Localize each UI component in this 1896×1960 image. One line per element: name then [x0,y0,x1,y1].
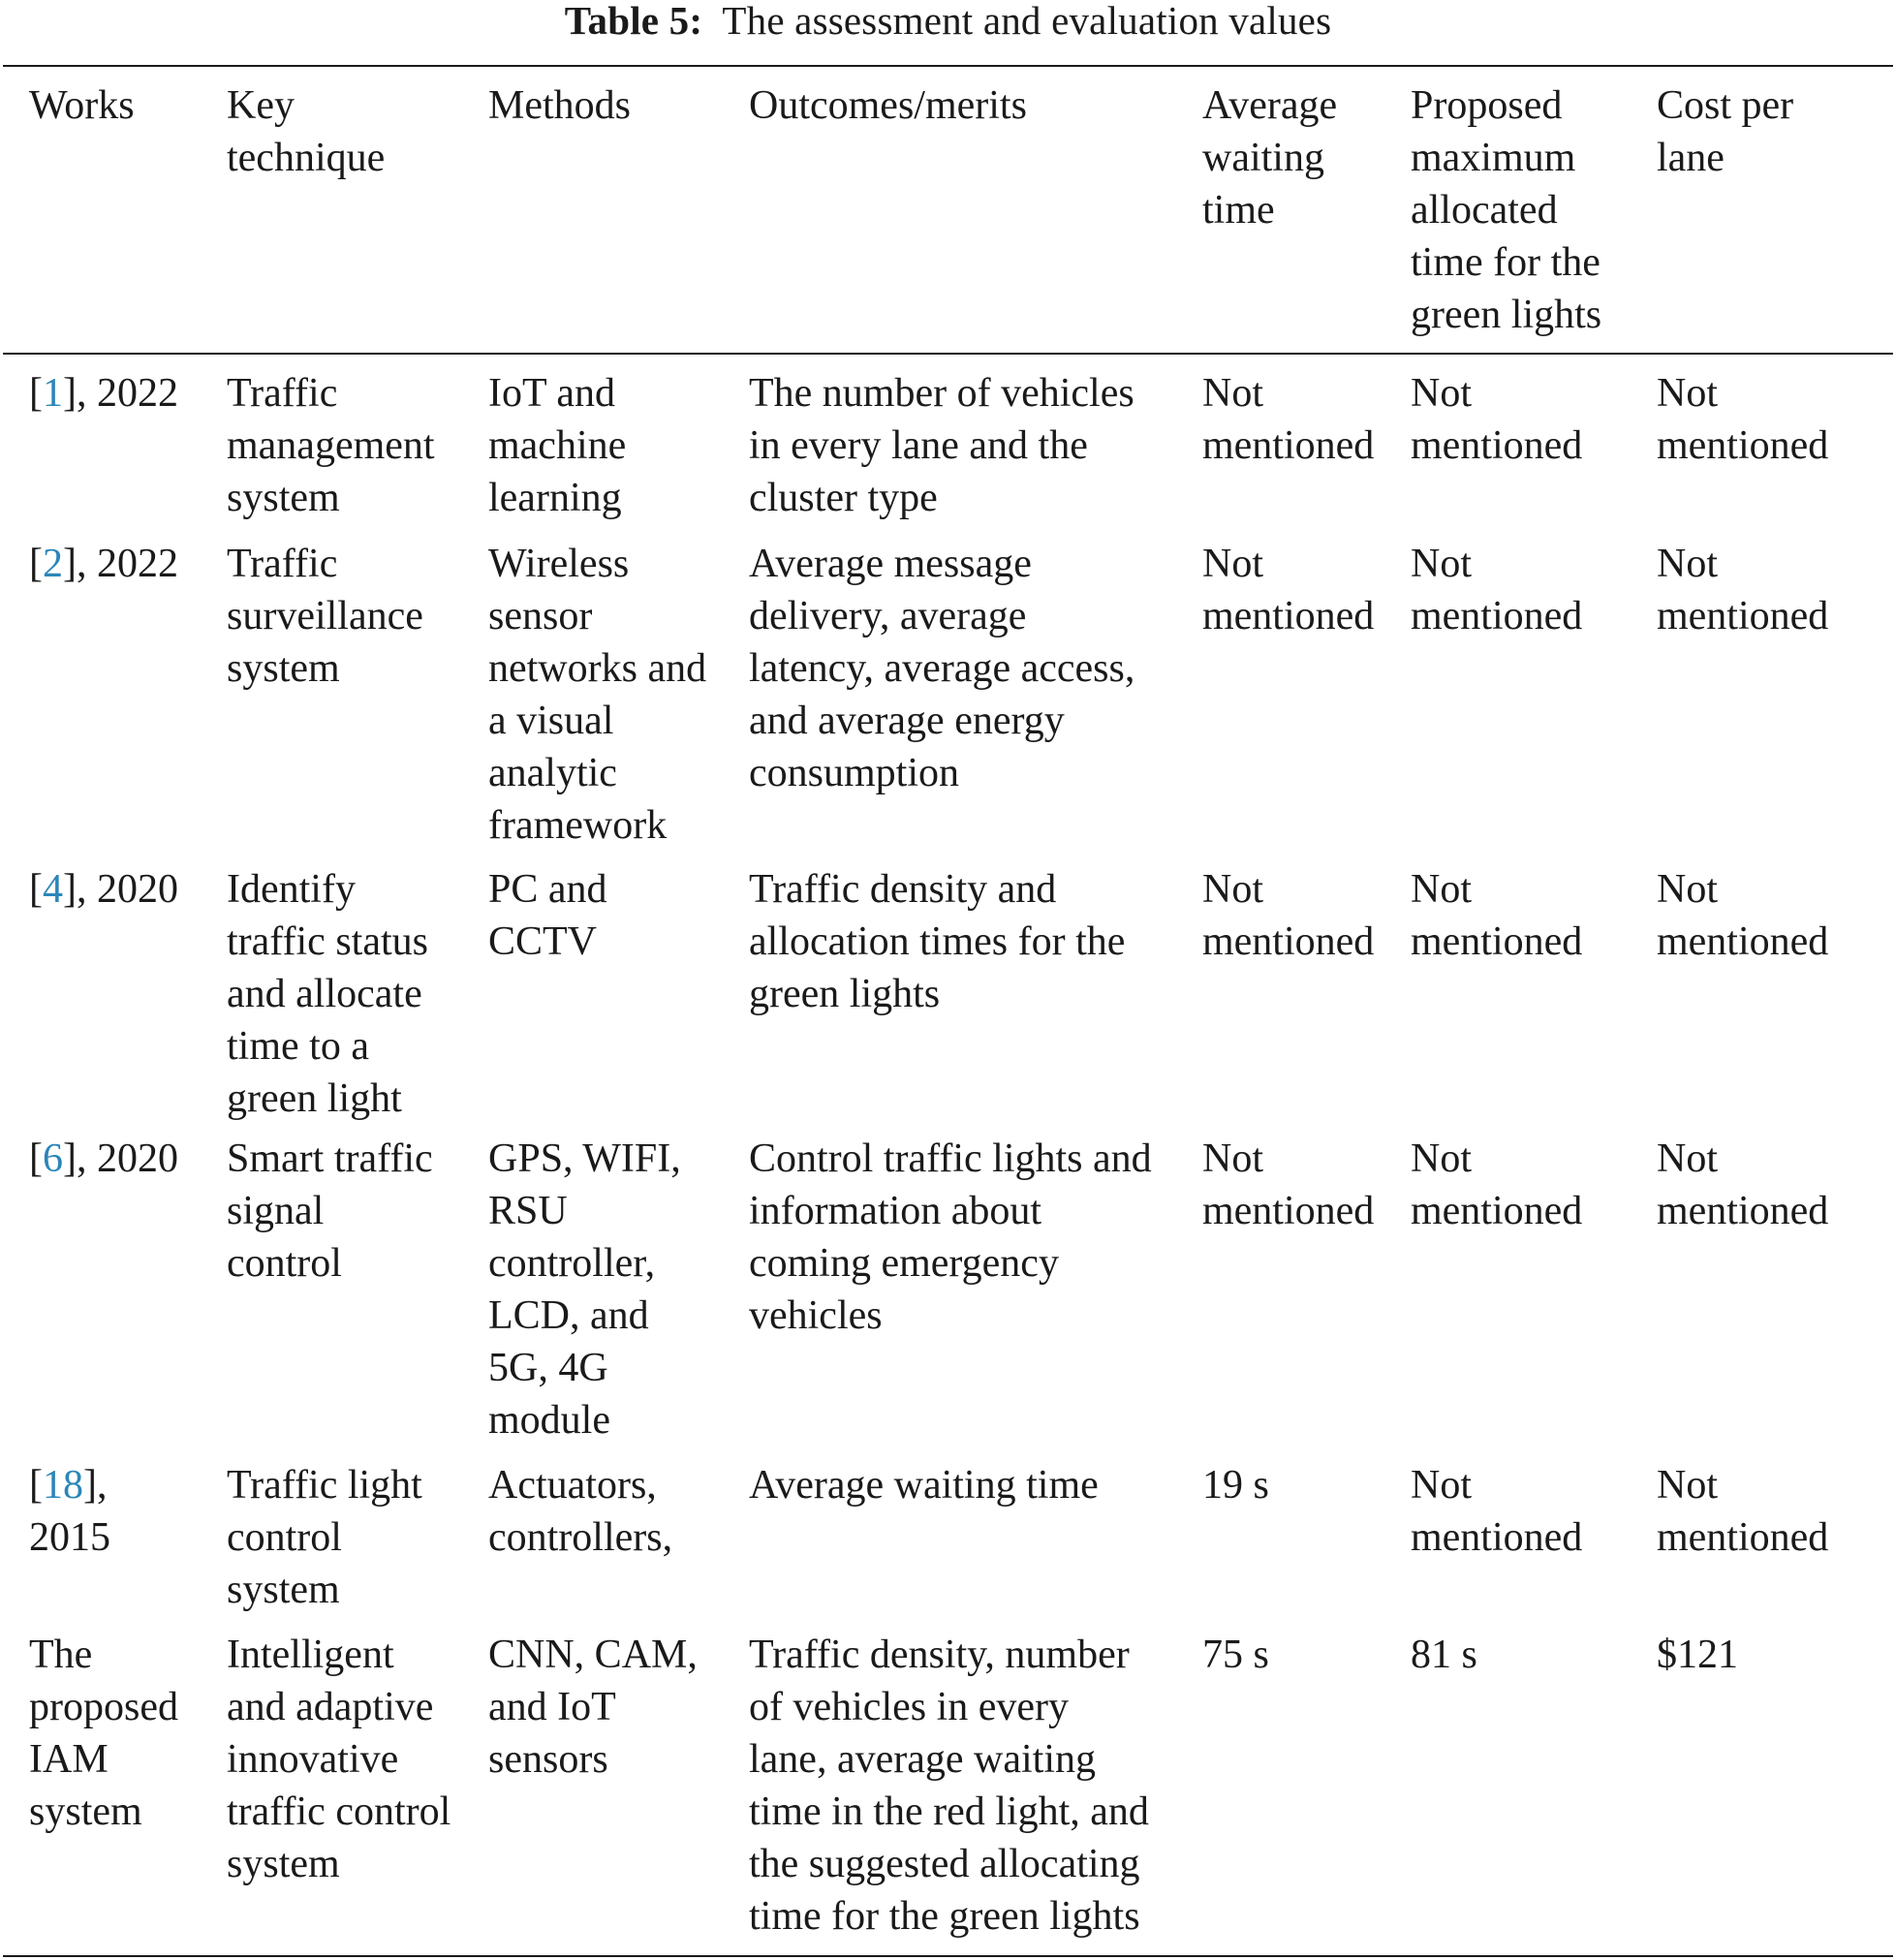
cell-line: lane, average waiting [749,1737,1096,1782]
table-row-4-proposed [1411,1133,1582,1237]
header-line: Average [1202,83,1338,128]
table-row-5-cost [1657,1459,1828,1564]
header-line: Key [227,83,295,128]
table-row-6-methods [488,1629,698,1786]
cell-line: mentioned [1657,423,1829,468]
cell-line: Not [1411,542,1472,586]
cell-line: The number of vehicles [749,371,1134,416]
table-row-6-outcomes [749,1629,1149,1943]
header-line: Methods [488,83,631,128]
table-row-1-proposed [1411,367,1582,472]
header-line: waiting [1202,136,1324,180]
table-row-6-avg-wait [1202,1629,1269,1681]
cell-line: machine [488,423,627,468]
cell-line: delivery, average [749,594,1027,638]
cell-line: Intelligent [227,1633,394,1677]
table-row-5-avg-wait [1202,1459,1269,1511]
table-row-1-methods [488,367,626,524]
table-row-2-works [29,538,178,590]
cell-line: 75 s [1202,1633,1269,1677]
cell-line: mentioned [1657,1189,1829,1233]
cell-line: 19 s [1202,1463,1269,1508]
cell-line: Not [1202,867,1263,912]
table-row-4-methods [488,1133,681,1447]
cell-line: signal [227,1189,325,1233]
table-row-3-methods [488,863,607,968]
table-row-4-key [227,1133,433,1290]
cell-line: system [227,646,340,691]
cell-line: coming emergency [749,1241,1059,1286]
table-caption [0,0,1896,41]
cell-line: CNN, CAM, [488,1633,698,1677]
cell-line: consumption [749,751,959,795]
cell-line: traffic control [227,1789,451,1834]
cell-line: system [29,1789,142,1834]
cell-line: IoT and [488,371,616,416]
cell-line: Not [1657,867,1718,912]
cell-line: a visual [488,699,614,743]
header-line: technique [227,136,386,180]
cell-line: Not [1411,867,1472,912]
cell-line: mentioned [1202,423,1375,468]
header-line: Cost per [1657,83,1794,128]
header-key-technique [227,79,385,184]
cell-line: Control traffic lights and [749,1136,1152,1181]
cell-line: surveillance [227,594,423,638]
cell-line: vehicles [749,1293,883,1338]
cell-line: time to a [227,1024,369,1069]
cell-line: mentioned [1411,423,1583,468]
cell-line: Identify [227,867,356,912]
cell-line: sensors [488,1737,608,1782]
header-rule [3,353,1893,355]
cell-line: 2015 [29,1515,110,1560]
cell-line: Not [1411,371,1472,416]
year-text: , [97,1463,108,1508]
cell-line: framework [488,803,668,848]
cell-line: Not [1657,542,1718,586]
cell-line: and allocate [227,972,422,1016]
reference-link[interactable]: 2 [43,542,63,586]
cell-line: Smart traffic [227,1136,433,1181]
cell-line: latency, average access, [749,646,1135,691]
table-row-2-methods [488,538,706,852]
cell-line: system [227,1842,340,1886]
table-row-6-cost [1657,1629,1738,1681]
table-row-4-outcomes [749,1133,1152,1342]
cell-line: mentioned [1202,594,1375,638]
table-row-3-key [227,863,428,1125]
cell-line: Traffic light [227,1463,422,1508]
cell-line: analytic [488,751,617,795]
table-row-5-proposed [1411,1459,1582,1564]
cell-line: and IoT [488,1685,616,1729]
cell-line: mentioned [1657,1515,1829,1560]
header-line: maximum [1411,136,1576,180]
cell-line: Not [1657,1463,1718,1508]
header-line: green lights [1411,293,1602,337]
cell-line: management [227,423,435,468]
table-row-5-works [29,1459,110,1564]
cell-line: mentioned [1411,1515,1583,1560]
header-line: time [1202,188,1275,233]
header-line: time for the [1411,240,1601,285]
cell-line: networks and [488,646,707,691]
header-average-waiting-time [1202,79,1337,236]
table-row-2-avg-wait [1202,538,1374,642]
table-row-5-methods [488,1459,672,1564]
caption-label: Table 5: [564,0,703,43]
table-row-1-cost [1657,367,1828,472]
cell-line: mentioned [1202,1189,1375,1233]
cell-line: time for the green lights [749,1894,1140,1939]
bottom-rule [3,1955,1893,1957]
reference-link[interactable]: 18 [43,1463,83,1508]
cell-line: RSU [488,1189,568,1233]
citation: [1], 2022 [29,371,178,416]
table-row-2-outcomes [749,538,1134,799]
cell-line: sensor [488,594,593,638]
citation: [4], 2020 [29,867,178,912]
cell-line: Actuators, [488,1463,657,1508]
cell-line: controller, [488,1241,656,1286]
header-methods [488,79,631,132]
cell-line: Not [1657,371,1718,416]
table-row-3-avg-wait [1202,863,1374,968]
cell-line: Not [1657,1136,1718,1181]
header-works-text: Works [29,83,135,128]
table-row-3-proposed [1411,863,1582,968]
cell-line: time in the red light, and [749,1789,1149,1834]
table-row-2-cost [1657,538,1828,642]
cell-line: controllers, [488,1515,673,1560]
cell-line: system [227,1568,340,1612]
cell-line: and average energy [749,699,1065,743]
cell-line: IAM [29,1737,109,1782]
cell-line: mentioned [1411,594,1583,638]
year-text: , 2022 [77,542,178,586]
header-line: Proposed [1411,83,1563,128]
cell-line: Not [1411,1136,1472,1181]
header-line: allocated [1411,188,1558,233]
cell-line: Wireless [488,542,630,586]
cell-line: control [227,1515,342,1560]
cell-line: the suggested allocating [749,1842,1140,1886]
cell-line: mentioned [1657,919,1829,964]
cell-line: and adaptive [227,1685,434,1729]
header-cost-per-lane [1657,79,1793,184]
cell-line: module [488,1398,610,1443]
cell-line: Average message [749,542,1032,586]
cell-line: Not [1411,1463,1472,1508]
cell-line: information about [749,1189,1042,1233]
cell-line: CCTV [488,919,598,964]
cell-line: Traffic density, number [749,1633,1130,1677]
header-outcomes [749,79,1027,132]
cell-line: Average waiting time [749,1463,1099,1508]
cell-line: of vehicles in every [749,1685,1070,1729]
table-row-4-cost [1657,1133,1828,1237]
cell-line: Not [1202,371,1263,416]
table-row-6-works [29,1629,178,1838]
table-row-1-avg-wait [1202,367,1374,472]
cell-line: Traffic density and [749,867,1057,912]
table-row-4-works [29,1133,178,1185]
cell-line: GPS, WIFI, [488,1136,681,1181]
cell-line: mentioned [1411,1189,1583,1233]
citation: [2], 2022 [29,542,178,586]
cell-line: 81 s [1411,1633,1477,1677]
cell-line: system [227,476,340,520]
cell-line: Traffic [227,542,338,586]
cell-line: traffic status [227,919,428,964]
table-row-2-proposed [1411,538,1582,642]
cell-line: PC and [488,867,607,912]
table-row-3-cost [1657,863,1828,968]
table-row-6-proposed [1411,1629,1477,1681]
cell-line: cluster type [749,476,938,520]
cell-line: mentioned [1657,594,1829,638]
year-text: , 2022 [77,371,178,416]
cell-line: allocation times for the [749,919,1126,964]
year-text: , 2020 [77,1136,178,1181]
reference-link[interactable]: 4 [43,867,63,912]
cell-line: $121 [1657,1633,1738,1677]
cell-line: proposed [29,1685,178,1729]
cell-line: green lights [749,972,941,1016]
cell-line: learning [488,476,622,520]
table-row-5-outcomes [749,1459,1099,1511]
cell-line: innovative [227,1737,399,1782]
cell-line: 5G, 4G [488,1346,608,1390]
cell-line: The [29,1633,93,1677]
reference-link[interactable]: 6 [43,1136,63,1181]
table-row-1-key [227,367,435,524]
cell-line: mentioned [1411,919,1583,964]
citation: [18], [29,1463,108,1508]
table-row-6-key [227,1629,451,1890]
cell-line: Traffic [227,371,338,416]
header-line: Outcomes/merits [749,83,1027,128]
table-row-2-key [227,538,423,695]
cell-line: Not [1202,1136,1263,1181]
header-line: lane [1657,136,1725,180]
year-text: , 2020 [77,867,178,912]
table-row-1-outcomes [749,367,1134,524]
cell-line: control [227,1241,342,1286]
table-row-5-key [227,1459,422,1616]
table-row-4-avg-wait [1202,1133,1374,1237]
table-row-3-works [29,863,178,916]
caption-text: The assessment and evaluation values [722,0,1332,43]
header-works [29,79,135,132]
table-row-3-outcomes [749,863,1125,1020]
cell-line: green light [227,1076,402,1121]
table-row-1-works [29,367,178,420]
citation: [6], 2020 [29,1136,178,1181]
cell-line: in every lane and the [749,423,1088,468]
top-rule [3,65,1893,67]
reference-link[interactable]: 1 [43,371,63,416]
cell-line: LCD, and [488,1293,649,1338]
cell-line: mentioned [1202,919,1375,964]
header-proposed-max-time [1411,79,1601,341]
cell-line: Not [1202,542,1263,586]
